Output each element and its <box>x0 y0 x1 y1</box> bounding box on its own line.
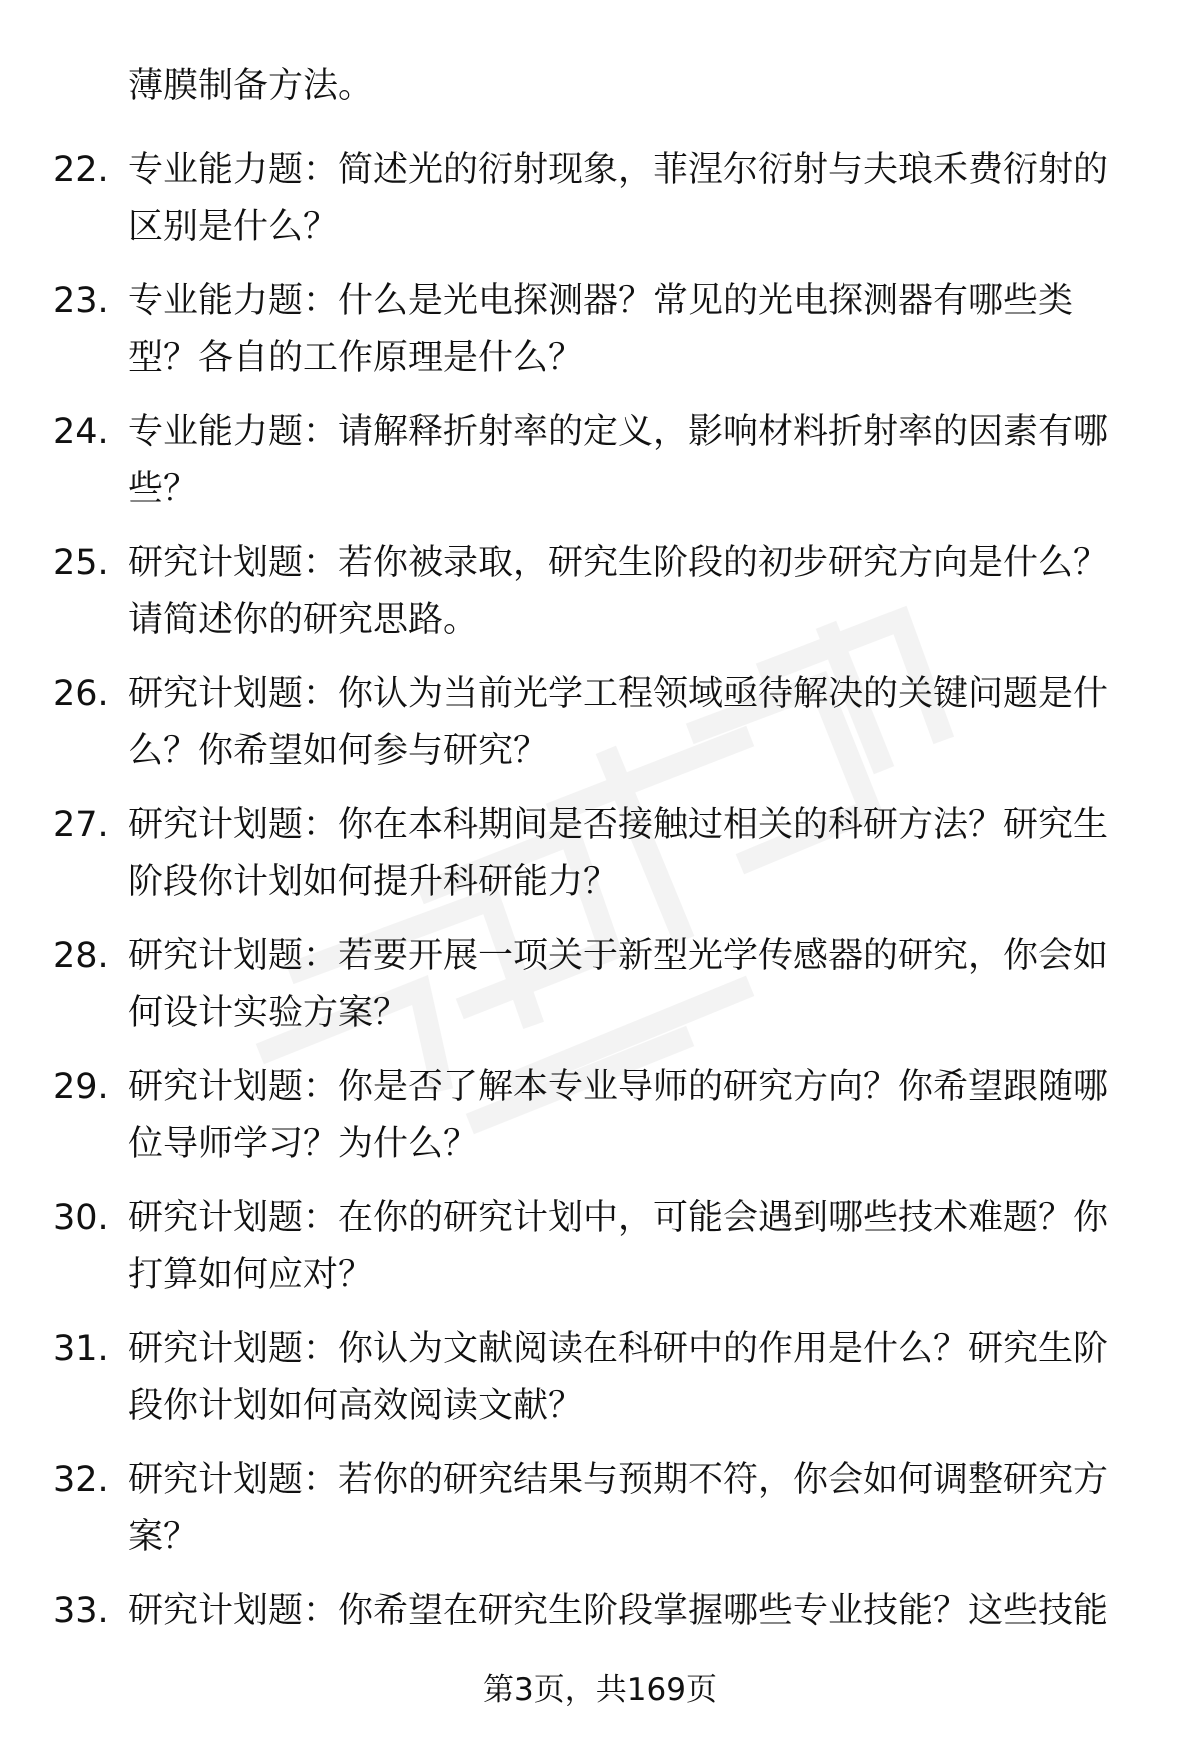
question-number: 29. <box>53 1067 109 1107</box>
question-line: 么？你希望如何参与研究？ <box>128 731 549 771</box>
question-number: 22. <box>53 150 109 190</box>
question-line: 研究计划题：若你被录取，研究生阶段的初步研究方向是什么？ <box>128 543 1109 583</box>
question-item-25 <box>0 535 1200 666</box>
question-line: 研究计划题：你认为文献阅读在科研中的作用是什么？研究生阶 <box>128 1329 1109 1369</box>
page-footer: 第3页，共169页 <box>483 1672 717 1708</box>
question-number: 26. <box>53 674 109 714</box>
question-line: 区别是什么？ <box>128 207 339 247</box>
question-line: 些？ <box>128 469 199 509</box>
question-number: 23. <box>53 281 109 321</box>
question-line: 研究计划题：你是否了解本专业导师的研究方向？你希望跟随哪 <box>128 1067 1109 1107</box>
question-number: 24. <box>53 412 109 452</box>
question-item-26 <box>0 666 1200 797</box>
question-item-30 <box>0 1190 1200 1321</box>
question-line: 阶段你计划如何提升科研能力？ <box>128 862 619 902</box>
question-number: 27. <box>53 805 109 845</box>
question-item-29 <box>0 1059 1200 1190</box>
question-text <box>128 1452 1138 1566</box>
question-text <box>128 273 1138 387</box>
question-line: 何设计实验方案？ <box>128 993 409 1033</box>
question-item-32 <box>0 1452 1200 1583</box>
question-line: 专业能力题：请解释折射率的定义，影响材料折射率的因素有哪 <box>128 412 1109 452</box>
question-text <box>128 1190 1138 1304</box>
question-line: 案？ <box>128 1517 199 1557</box>
question-line: 打算如何应对？ <box>128 1255 374 1295</box>
question-line: 专业能力题：什么是光电探测器？常见的光电探测器有哪些类 <box>128 281 1074 321</box>
question-line: 研究计划题：你在本科期间是否接触过相关的科研方法？研究生 <box>128 805 1109 845</box>
question-item-31 <box>0 1321 1200 1452</box>
question-line: 研究计划题：若要开展一项关于新型光学传感器的研究，你会如 <box>128 936 1109 976</box>
question-text <box>128 1321 1138 1435</box>
question-number: 30. <box>53 1198 109 1238</box>
question-text <box>128 666 1138 780</box>
question-item-24 <box>0 404 1200 535</box>
question-number: 31. <box>53 1329 109 1369</box>
question-line: 专业能力题：简述光的衍射现象，菲涅尔衍射与夫琅禾费衍射的 <box>128 150 1109 190</box>
question-item-27 <box>0 797 1200 928</box>
question-list <box>0 142 1200 1714</box>
question-text <box>128 404 1138 518</box>
question-item-23 <box>0 273 1200 404</box>
question-number: 25. <box>53 543 109 583</box>
question-text <box>128 535 1138 649</box>
question-line: 研究计划题：你希望在研究生阶段掌握哪些专业技能？这些技能 <box>128 1591 1109 1631</box>
question-line: 研究计划题：在你的研究计划中，可能会遇到哪些技术难题？你 <box>128 1198 1109 1238</box>
question-line: 位导师学习？为什么？ <box>128 1124 479 1164</box>
question-line: 型？各自的工作原理是什么？ <box>128 338 584 378</box>
question-text <box>128 797 1138 911</box>
continuation-text: 薄膜制备方法。 <box>128 66 374 106</box>
question-text <box>128 1059 1138 1173</box>
question-line: 请简述你的研究思路。 <box>128 600 479 640</box>
question-number: 32. <box>53 1460 109 1500</box>
question-text <box>128 1583 1138 1640</box>
question-number: 28. <box>53 936 109 976</box>
question-text <box>128 928 1138 1042</box>
question-item-28 <box>0 928 1200 1059</box>
question-text <box>128 142 1138 256</box>
question-item-22 <box>0 142 1200 273</box>
question-line: 段你计划如何高效阅读文献？ <box>128 1386 584 1426</box>
question-line: 研究计划题：你认为当前光学工程领域亟待解决的关键问题是什 <box>128 674 1109 714</box>
question-line: 研究计划题：若你的研究结果与预期不符，你会如何调整研究方 <box>128 1460 1109 1500</box>
question-number: 33. <box>53 1591 109 1631</box>
